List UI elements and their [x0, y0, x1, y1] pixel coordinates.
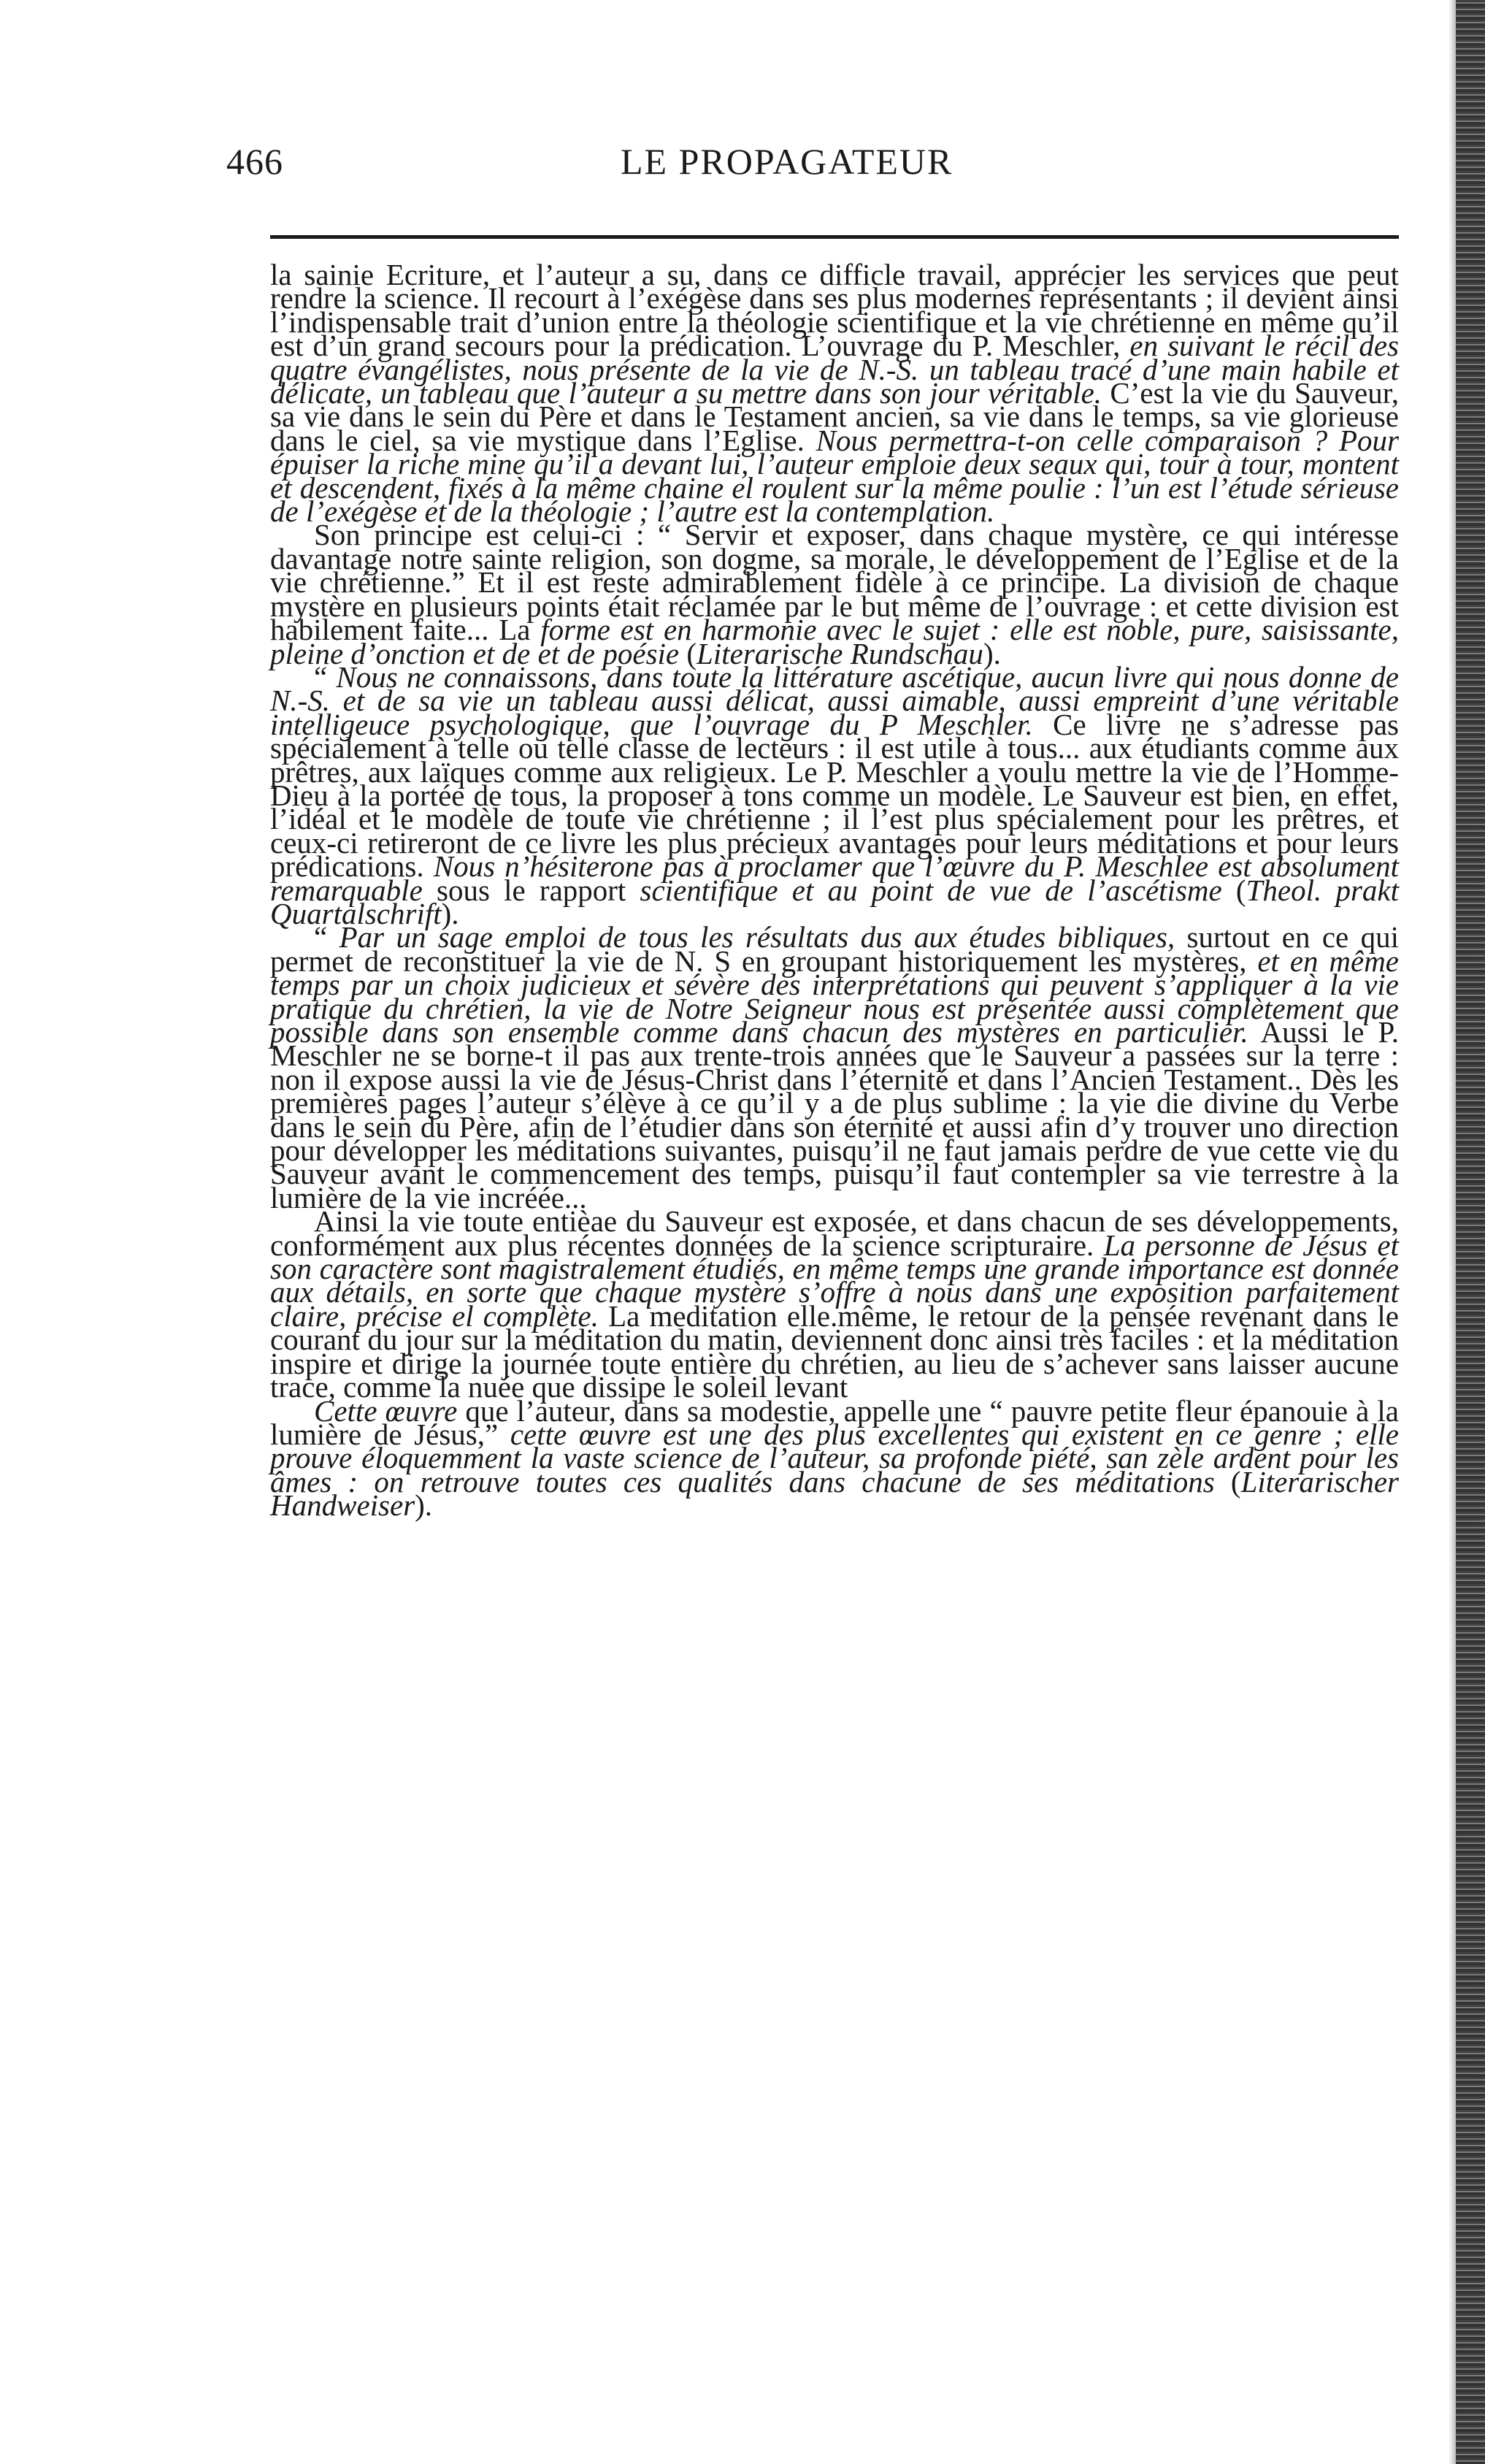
italic-text-run: Literarische Rundschau	[697, 636, 983, 670]
italic-text-run: Nous ne connaissons, dans toute la littérature ascétique, aucun livre qui nous donne de N.-S. et de sa vie un tableau aussi délicat, aussi aimable, aussi empreint d’une véritable intelligeuce psychologique, que l’ouvrage du P Meschler.	[270, 659, 1400, 741]
running-title: LE PROPAGATEUR	[621, 141, 953, 182]
paragraph	[270, 518, 1399, 670]
italic-text-run: Theol. prakt Quartalschrift	[270, 873, 1399, 930]
italic-text-run: en suivant le récil des quatre évangélistes, nous présente de la vie de N.-S. un tableau tracé d’une main habile et délicate, un tableau que l’auteur a su mettre dans son jour véritable.	[270, 329, 1399, 410]
italic-text-run: La personne de Jésus et son caractère sont magistralement étudiés, en même temps une grande importance est donnée aux détails, en sorte que chaque mystère s’offre à nous dans une exposition parfaitement claire, précise el complète.	[270, 1228, 1399, 1333]
text-run: (	[1221, 873, 1246, 907]
text-run: Ainsi la vie toute entièae du Sauveur est exposée, et dans chacun de ses développements, conformément aux plus récentes données de la science scripturaire.	[270, 1204, 1399, 1262]
paragraph	[270, 1204, 1399, 1404]
text-run: (	[679, 636, 697, 670]
text-run: surtout en ce qui permet de reconstituer la vie de N. S en groupant historiquement les mystères,	[270, 920, 1399, 978]
text-run: C’est la vie du Sauveur, sa vie dans le sein du Père et dans le Testament ancien, sa vie dans le temps, sa vie glorieuse dans le ciel, sa vie mystique dans l’Eglise.	[270, 376, 1399, 457]
paragraph	[270, 258, 1399, 529]
italic-text-run: Nous n’hésiterone pas à proclamer que l’œuvre du P. Meschlee est absolument remarquable	[270, 849, 1399, 907]
text-run: La meditation elle.même, le retour de la pensée revenant dans le courant du jour sur la méditation du matin, deviennent donc ainsi très faciles : et la méditation inspire et dirige la journée toute entière du chrétien, au lieu de s’achever sans laisser aucune trace, comme la nuée que dissipe le soleil levant	[270, 1298, 1399, 1404]
italic-text-run: Nous permettra-t-on celle comparaison ? Pour épuiser la riche mine qu’il a devant lui, l’auteur emploie deux seaux qui, tour à tour, montent et descendent, fixés à la même chaine el roulent sur la même poulie : l’un est l’étude sérieuse de l’exégèse et de la théologie ; l’autre est la contemplation.	[270, 423, 1399, 529]
text-run: Aussi le P. Meschler ne se borne-t il pas aux trente-trois années que le Sauveur a passées sur la terre : non il expose aussi la vie de Jésus-Christ dans l’éternité et dans l’Ancien Testament.. Dès les premières pages l’auteur s’élève à ce qu’il y a de plus sublime : la vie die divine du Verbe dans le sein du Père, afin de l’étudier dans son éternité et aussi afin d’y trouver uno direction pour développer les méditations suivantes, puisqu’il ne faut jamais perdre de vue cette vie du Sauveur avant le commencement des temps, puisqu’il faut contempler sa vie terrestre à la lumière de la vie incréée...	[270, 1015, 1399, 1214]
text-run: que l’auteur, dans sa modestie, appelle une “ pauvre petite fleur épanouie à la lumière de Jésus,”	[270, 1393, 1399, 1451]
page-edge-shadow	[1448, 0, 1456, 2464]
text-run: “	[314, 659, 337, 694]
text-run: “	[314, 920, 339, 954]
text-run: (	[1214, 1464, 1241, 1499]
page-number: 466	[226, 141, 283, 182]
italic-text-run: scientifique et au point de vue de l’ascétisme	[640, 873, 1222, 907]
text-run: ).	[415, 1488, 433, 1523]
paragraph	[270, 659, 1400, 930]
italic-text-run: Par un sage emploi de tous les résultats dus aux études bibliques,	[339, 920, 1175, 954]
book-edge-strip	[1456, 0, 1485, 2464]
paragraph	[270, 1393, 1399, 1523]
italic-text-run: Literarischer Handweiser	[270, 1464, 1399, 1523]
text-run: la sainie Ecriture, et l’auteur a su, dans ce difficle travail, apprécier les services que peut rendre la science. Il recourt à l’exégèse dans ses plus modernes représentants ; il devient ainsi l’indispensable trait d’union entre la théologie scientifique et la vie chrétienne en même qu’il est d’un grand secours pour la prédication. L’ouvrage du P. Meschler,	[270, 258, 1399, 363]
body-text	[270, 258, 1400, 1523]
text-run: ).	[983, 636, 1001, 670]
italic-text-run: cette œuvre est une des plus excellentes qui existent en ce genre ; elle prouve éloquemment la vaste science de l’auteur, sa profonde piété, san zèle ardent pour les âmes : on retrouve toutes ces qualités dans chacune de ses méditations	[270, 1417, 1399, 1499]
text-run: Son principe est celui-ci : “ Servir et exposer, dans chaque mystère, ce qui intéresse davantage notre sainte religion, son dogme, sa morale, le développement de l’Eglise et de la vie chrétienne.” Et il est reste admirablement fidèle à ce principe. La division de chaque mystère en plusieurs points était réclamée par le but même de l’ouvrage : et cette division est habilement faite... La	[270, 518, 1399, 647]
italic-text-run: forme est en harmonie avec le sujet : elle est noble, pure, saisissante, pleine d’onction et de et de poésie	[270, 613, 1399, 670]
text-run: Ce livre ne s’adresse pas spécialement à telle ou telle classe de lecteurs : il est utile à tous... aux étudiants comme aux prêtres, aux laïques comme aux religieux. Le P. Meschler a voulu mettre la vie de l’Homme-Dieu à la portée de tous, la proposer à tons comme un modèle. Le Sauveur est bien, en effet, l’idéal et le modèle de toute vie chrétienne ; il l’est plus spécialement pour les prêtres, et ceux-ci retireront de ce livre les plus précieux avantages pour leurs méditations et pour leurs prédications.	[270, 707, 1399, 884]
text-run: sous le rapport	[422, 873, 640, 907]
page-header	[226, 140, 1399, 191]
paragraph	[270, 920, 1400, 1214]
italic-text-run: et en même temps par un choix judicieux et sévère des interprétations qui peuvent s’appliquer à la vie pratique du chrétien, la vie de Notre Seigneur nous est présentée aussi complètement que possible dans son ensemble comme dans chacun des mystères en particulier.	[270, 944, 1400, 1049]
italic-text-run: Cette œuvre	[314, 1393, 458, 1428]
text-run: ).	[441, 896, 459, 930]
header-rule	[270, 235, 1399, 239]
